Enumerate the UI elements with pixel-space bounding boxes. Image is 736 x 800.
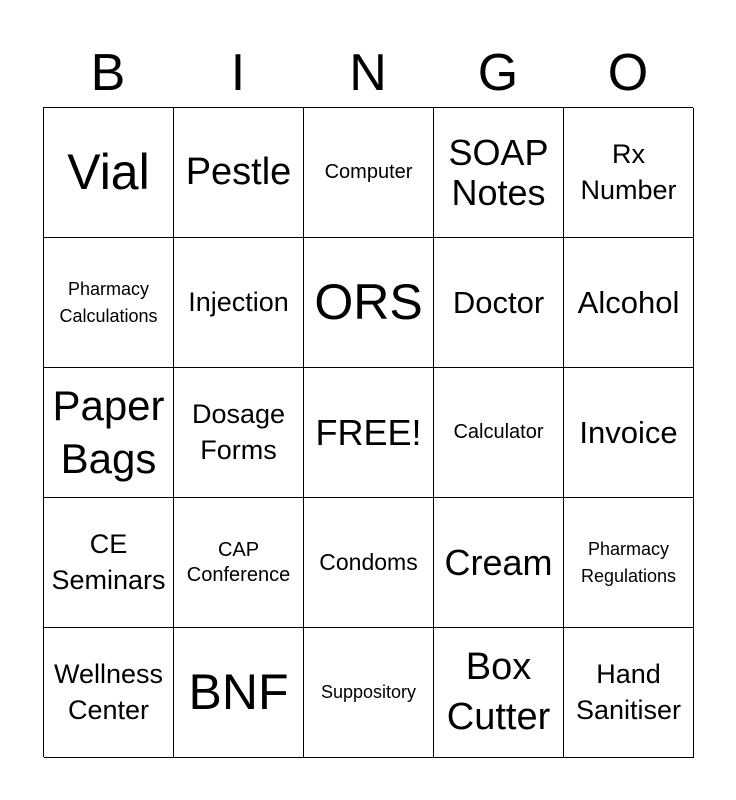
bingo-cell-r2c5[interactable]: Alcohol	[564, 238, 694, 368]
bingo-cell-r2c1[interactable]: Pharmacy Calculations	[44, 238, 174, 368]
bingo-cell-r2c3[interactable]: ORS	[304, 238, 434, 368]
bingo-cell-r1c1[interactable]: Vial	[44, 108, 174, 238]
bingo-cell-r1c3[interactable]: Computer	[304, 108, 434, 238]
bingo-cell-r3c2[interactable]: Dosage Forms	[174, 368, 304, 498]
header-letter-g: G	[477, 44, 519, 102]
header-letter-o: O	[607, 44, 649, 102]
bingo-cell-r5c4[interactable]: Box Cutter	[434, 628, 564, 758]
bingo-cell-r2c4[interactable]: Doctor	[434, 238, 564, 368]
bingo-cell-r2c2[interactable]: Injection	[174, 238, 304, 368]
bingo-cell-r4c4[interactable]: Cream	[434, 498, 564, 628]
bingo-cell-r3c1[interactable]: Paper Bags	[44, 368, 174, 498]
bingo-header	[43, 40, 693, 106]
bingo-cell-r3c4[interactable]: Calculator	[434, 368, 564, 498]
header-letter-n: N	[349, 44, 387, 102]
bingo-cell-r1c5[interactable]: Rx Number	[564, 108, 694, 238]
bingo-cell-r4c2[interactable]: CAP Conference	[174, 498, 304, 628]
bingo-cell-r4c1[interactable]: CE Seminars	[44, 498, 174, 628]
bingo-cell-r5c3[interactable]: Suppository	[304, 628, 434, 758]
bingo-cell-r5c1[interactable]: Wellness Center	[44, 628, 174, 758]
bingo-cell-r1c4[interactable]: SOAP Notes	[434, 108, 564, 238]
bingo-cell-r3c5[interactable]: Invoice	[564, 368, 694, 498]
header-letter-b: B	[90, 44, 126, 102]
bingo-cell-r4c3[interactable]: Condoms	[304, 498, 434, 628]
bingo-board	[43, 107, 693, 757]
header-letter-i: I	[230, 44, 246, 102]
bingo-cell-r3c3[interactable]: FREE!	[304, 368, 434, 498]
bingo-cell-r5c5[interactable]: Hand Sanitiser	[564, 628, 694, 758]
bingo-cell-r5c2[interactable]: BNF	[174, 628, 304, 758]
bingo-cell-r4c5[interactable]: Pharmacy Regulations	[564, 498, 694, 628]
bingo-cell-r1c2[interactable]: Pestle	[174, 108, 304, 238]
